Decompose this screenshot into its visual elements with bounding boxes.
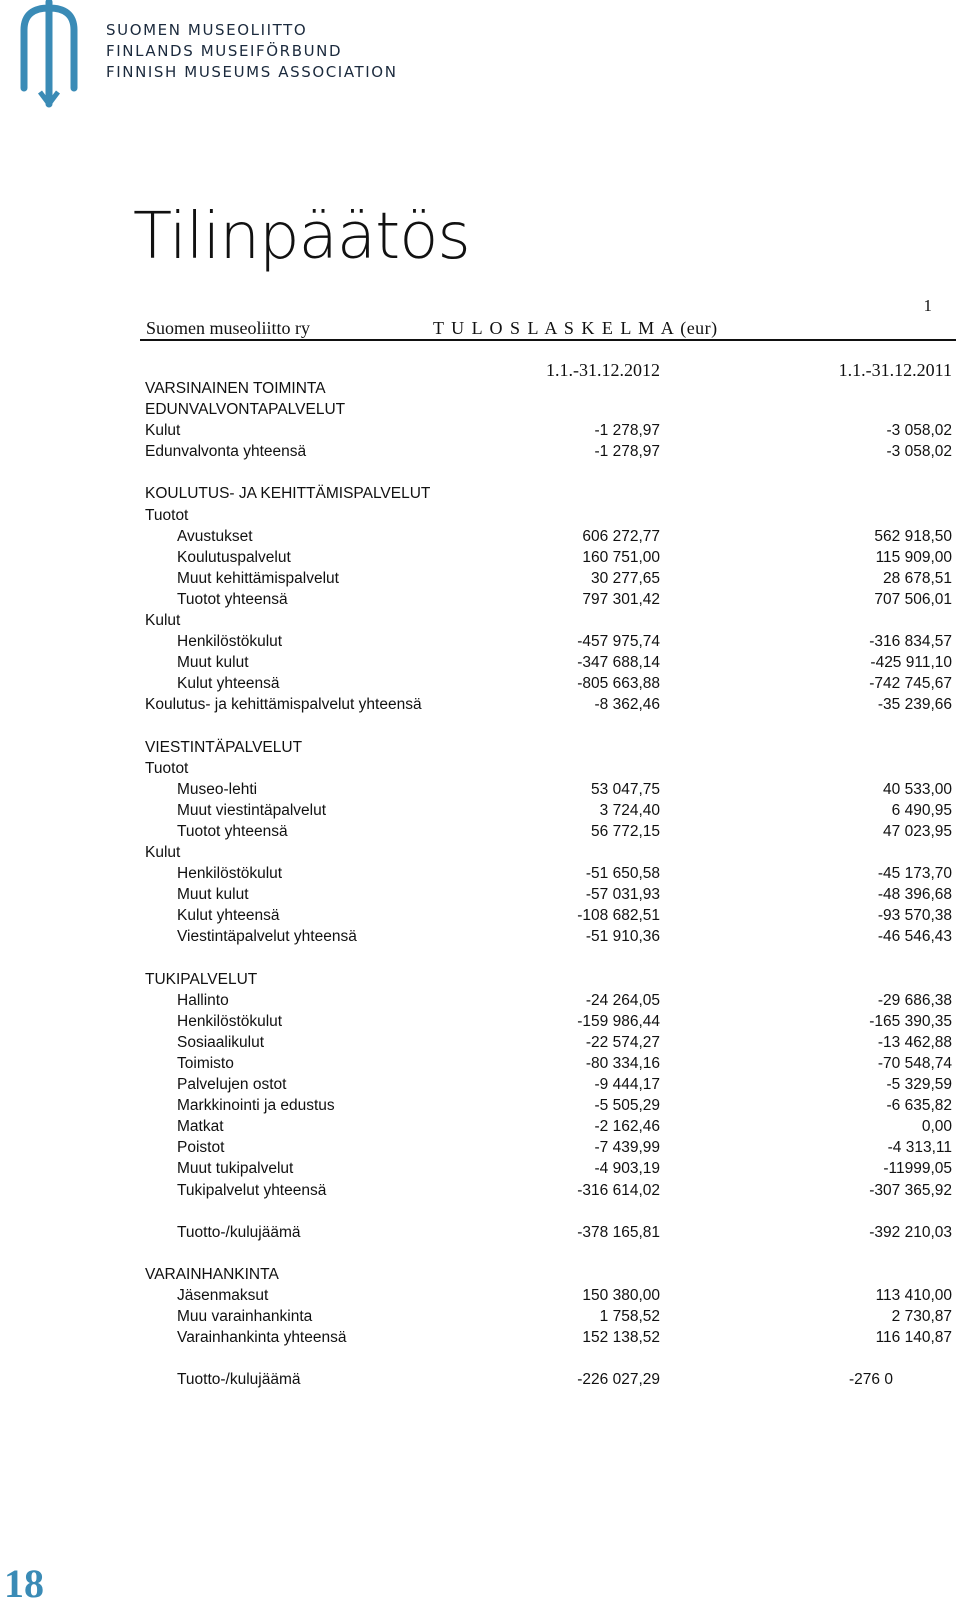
value-2011: -165 390,35 bbox=[869, 1012, 952, 1030]
row-label: Avustukset bbox=[177, 527, 253, 545]
value-2012: 1 758,52 bbox=[599, 1308, 660, 1326]
value-2011: 2 730,87 bbox=[891, 1308, 952, 1326]
row-label: Henkilöstökulut bbox=[177, 1012, 283, 1030]
income-statement-table bbox=[0, 380, 960, 1393]
value-2012: -457 975,74 bbox=[577, 633, 660, 651]
value-2012: 30 277,65 bbox=[591, 569, 660, 587]
row-label: Kulut yhteensä bbox=[177, 675, 280, 693]
row-label: VIESTINTÄPALVELUT bbox=[145, 738, 303, 756]
row-label: Muu varainhankinta bbox=[177, 1308, 313, 1326]
table-row bbox=[0, 507, 960, 528]
value-2012: -1 278,97 bbox=[594, 443, 660, 461]
value-2012: 3 724,40 bbox=[599, 801, 660, 819]
value-2011: -5 329,59 bbox=[886, 1076, 952, 1094]
value-2012: -1 278,97 bbox=[594, 422, 660, 440]
value-2011: -307 365,92 bbox=[869, 1181, 952, 1199]
row-label: EDUNVALVONTAPALVELUT bbox=[145, 401, 346, 419]
spacer-row bbox=[0, 1203, 960, 1224]
page-title: Tilinpäätös bbox=[133, 200, 470, 274]
spacer-row bbox=[0, 718, 960, 739]
value-2012: -51 650,58 bbox=[585, 865, 660, 883]
table-row bbox=[0, 1076, 960, 1097]
row-label: Tukipalvelut yhteensä bbox=[177, 1181, 327, 1199]
table-row bbox=[0, 823, 960, 844]
row-label: Markkinointi ja edustus bbox=[177, 1097, 335, 1115]
table-row bbox=[0, 1308, 960, 1329]
report-name: T U L O S L A S K E L M A (eur) bbox=[433, 318, 718, 338]
row-label: KOULUTUS- JA KEHITTÄMISPALVELUT bbox=[145, 485, 431, 503]
value-2012: -378 165,81 bbox=[577, 1223, 660, 1241]
value-2011: 113 410,00 bbox=[875, 1287, 952, 1305]
row-label: Koulutuspalvelut bbox=[177, 548, 291, 566]
row-label: VARSINAINEN TOIMINTA bbox=[145, 380, 326, 397]
row-label: Tuotto-/kulujäämä bbox=[177, 1223, 301, 1241]
row-label: Kulut bbox=[145, 612, 181, 630]
value-2012: -51 910,36 bbox=[585, 928, 660, 946]
table-row bbox=[0, 1118, 960, 1139]
row-label: Kulut yhteensä bbox=[177, 907, 280, 925]
row-label: Jäsenmaksut bbox=[177, 1287, 269, 1305]
row-label: Palvelujen ostot bbox=[177, 1076, 287, 1094]
value-2011-clipped bbox=[849, 1371, 952, 1393]
table-row bbox=[0, 654, 960, 675]
row-label: Tuotot bbox=[145, 759, 189, 777]
value-2011: -48 396,68 bbox=[877, 886, 952, 904]
table-row bbox=[0, 1371, 960, 1392]
row-label: Henkilöstökulut bbox=[177, 633, 283, 651]
table-row bbox=[0, 549, 960, 570]
value-2012: -347 688,14 bbox=[577, 654, 660, 672]
row-label: Tuotot yhteensä bbox=[177, 822, 288, 840]
value-2012: -4 903,19 bbox=[594, 1160, 660, 1178]
row-label: VARAINHANKINTA bbox=[145, 1265, 279, 1283]
value-2011: -29 686,38 bbox=[877, 991, 952, 1009]
row-label: TUKIPALVELUT bbox=[145, 970, 258, 988]
table-row bbox=[0, 485, 960, 506]
organization-name bbox=[106, 20, 398, 83]
value-2012: -316 614,02 bbox=[577, 1181, 660, 1199]
row-label: Edunvalvonta yhteensä bbox=[145, 443, 307, 461]
value-2011: 0,00 bbox=[921, 1118, 952, 1136]
value-2012: 152 138,52 bbox=[582, 1329, 660, 1347]
row-label: Muut kehittämispalvelut bbox=[177, 569, 339, 587]
column-header-2011: 1.1.-31.12.2011 bbox=[838, 360, 952, 380]
value-2011: 6 490,95 bbox=[891, 801, 952, 819]
table-row bbox=[0, 928, 960, 949]
table-row bbox=[0, 802, 960, 823]
museum-association-logo-icon bbox=[10, 0, 88, 108]
org-name-fi: SUOMEN MUSEOLIITTO bbox=[106, 21, 308, 39]
table-row bbox=[0, 633, 960, 654]
company-name: Suomen museoliitto ry bbox=[146, 318, 310, 338]
value-2011: -742 745,67 bbox=[869, 675, 952, 693]
row-label: Muut viestintäpalvelut bbox=[177, 801, 327, 819]
spacer-row bbox=[0, 1350, 960, 1371]
value-2012: 150 380,00 bbox=[582, 1287, 660, 1305]
row-label: Poistot bbox=[177, 1139, 225, 1157]
value-2012: -108 682,51 bbox=[577, 907, 660, 925]
table-row bbox=[0, 1055, 960, 1076]
footer-page-number: 18 bbox=[4, 1561, 44, 1606]
value-2012: -80 334,16 bbox=[585, 1055, 660, 1072]
value-2011: -35 239,66 bbox=[877, 696, 952, 714]
value-2011: -425 911,10 bbox=[870, 654, 952, 672]
row-label: Matkat bbox=[177, 1118, 224, 1136]
header-divider bbox=[140, 339, 956, 341]
value-2012: -159 986,44 bbox=[577, 1012, 660, 1030]
value-2011: -3 058,02 bbox=[886, 443, 952, 461]
value-2012: -5 505,29 bbox=[594, 1097, 660, 1115]
table-row bbox=[0, 907, 960, 928]
value-2011: -11999,05 bbox=[883, 1160, 952, 1178]
spacer-row bbox=[0, 950, 960, 971]
row-label: Kulut bbox=[145, 844, 181, 862]
value-2011: 115 909,00 bbox=[875, 548, 952, 566]
table-row bbox=[0, 422, 960, 443]
table-row bbox=[0, 1034, 960, 1055]
value-2011: -93 570,38 bbox=[877, 907, 952, 925]
table-row bbox=[0, 844, 960, 865]
table-row bbox=[0, 781, 960, 802]
value-2011: 28 678,51 bbox=[883, 569, 952, 587]
table-row bbox=[0, 612, 960, 633]
table-row bbox=[0, 1097, 960, 1118]
row-label: Muut kulut bbox=[177, 886, 249, 904]
table-row bbox=[0, 865, 960, 886]
row-label: Tuotto-/kulujäämä bbox=[177, 1371, 301, 1389]
value-2011: -70 548,74 bbox=[877, 1055, 952, 1072]
table-row bbox=[0, 1013, 960, 1034]
value-2012: -22 574,27 bbox=[585, 1033, 660, 1051]
table-row bbox=[0, 1139, 960, 1160]
table-row bbox=[0, 528, 960, 549]
table-row bbox=[0, 401, 960, 422]
table-row bbox=[0, 1224, 960, 1245]
value-2012: 53 047,75 bbox=[591, 780, 660, 798]
value-2012: -57 031,93 bbox=[585, 886, 660, 904]
value-2011: 562 918,50 bbox=[874, 527, 952, 545]
value-2012: -805 663,88 bbox=[577, 675, 660, 693]
table-row bbox=[0, 1182, 960, 1203]
row-label: Muut tukipalvelut bbox=[177, 1160, 294, 1178]
row-label: Sosiaalikulut bbox=[177, 1033, 265, 1051]
value-2012: -8 362,46 bbox=[594, 696, 660, 714]
spacer-row bbox=[0, 1245, 960, 1266]
value-2011: -6 635,82 bbox=[886, 1097, 952, 1115]
value-2012: 160 751,00 bbox=[582, 548, 660, 566]
row-label: Toimisto bbox=[177, 1055, 234, 1072]
row-label: Henkilöstökulut bbox=[177, 865, 283, 883]
table-row bbox=[0, 1160, 960, 1181]
table-row bbox=[0, 1266, 960, 1287]
value-2011: 47 023,95 bbox=[883, 822, 952, 840]
spacer-row bbox=[0, 464, 960, 485]
column-header-2012: 1.1.-31.12.2012 bbox=[546, 360, 660, 380]
value-2012: -9 444,17 bbox=[594, 1076, 660, 1094]
table-row bbox=[0, 1329, 960, 1350]
table-row bbox=[0, 760, 960, 781]
row-label: Varainhankinta yhteensä bbox=[177, 1329, 347, 1347]
value-2011: -46 546,43 bbox=[877, 928, 952, 946]
table-row bbox=[0, 591, 960, 612]
row-label: Tuotot bbox=[145, 506, 189, 524]
value-2011: 707 506,01 bbox=[874, 590, 952, 608]
table-row bbox=[0, 992, 960, 1013]
table-row bbox=[0, 570, 960, 591]
row-label: Muut kulut bbox=[177, 654, 249, 672]
value-2012: -24 264,05 bbox=[585, 991, 660, 1009]
page-number: 1 bbox=[923, 296, 932, 315]
table-row bbox=[0, 443, 960, 464]
row-label: Kulut bbox=[145, 422, 181, 440]
table-row bbox=[0, 696, 960, 717]
value-2011: -13 462,88 bbox=[877, 1033, 952, 1051]
table-row bbox=[0, 675, 960, 696]
table-row bbox=[0, 380, 960, 401]
table-row bbox=[0, 1287, 960, 1308]
org-name-sv: FINLANDS MUSEIFÖRBUND bbox=[106, 42, 343, 60]
value-2011: -276 0 bbox=[849, 1371, 893, 1389]
value-2011: 116 140,87 bbox=[875, 1329, 952, 1347]
row-label: Museo-lehti bbox=[177, 780, 258, 798]
value-2011: 40 533,00 bbox=[883, 780, 952, 798]
value-2011: -316 834,57 bbox=[869, 633, 952, 651]
row-label: Tuotot yhteensä bbox=[177, 590, 288, 608]
value-2011: -392 210,03 bbox=[869, 1223, 952, 1241]
table-row bbox=[0, 886, 960, 907]
table-row bbox=[0, 739, 960, 760]
value-2012: 56 772,15 bbox=[591, 822, 660, 840]
row-label: Hallinto bbox=[177, 991, 229, 1009]
value-2012: -226 027,29 bbox=[577, 1371, 660, 1389]
row-label: Koulutus- ja kehittämispalvelut yhteensä bbox=[145, 696, 422, 714]
value-2012: 797 301,42 bbox=[582, 590, 660, 608]
table-row bbox=[0, 971, 960, 992]
org-name-en: FINNISH MUSEUMS ASSOCIATION bbox=[106, 63, 398, 81]
row-label: Viestintäpalvelut yhteensä bbox=[177, 928, 357, 946]
value-2011: -45 173,70 bbox=[877, 865, 952, 883]
value-2011: -4 313,11 bbox=[887, 1139, 952, 1157]
value-2011: -3 058,02 bbox=[886, 422, 952, 440]
value-2012: -2 162,46 bbox=[594, 1118, 660, 1136]
value-2012: -7 439,99 bbox=[594, 1139, 660, 1157]
value-2012: 606 272,77 bbox=[582, 527, 660, 545]
